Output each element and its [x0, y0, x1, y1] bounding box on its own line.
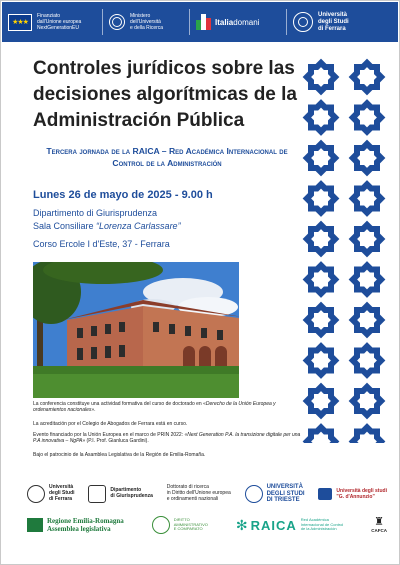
partner-logos-row-2 — [27, 510, 387, 540]
room-name: “Lorenza Carlassare” — [96, 221, 181, 231]
note-doctorate: La conferencia constituye una actividad formativa del curso de doctorado en «Derecho de la Unión Europea y ordenamientos nacionales». — [33, 401, 276, 414]
eu-label: Finanziato dall'Unione europea NextGenerationEU — [37, 12, 82, 32]
star-tile — [303, 342, 340, 379]
star-tile — [303, 180, 340, 217]
star-tile — [303, 221, 340, 258]
unife-label: Università degli Studi di Ferrara — [318, 11, 349, 32]
star-tile — [349, 261, 386, 298]
unife-footer-logo — [27, 485, 75, 503]
eu-logo — [2, 2, 102, 42]
star-tile — [349, 140, 386, 177]
doctorate-footer-label: Dottorato di ricerca in Diritto dell'Unione europea e ordinamenti nazionali — [166, 484, 231, 502]
raica-flower-icon: ✻ — [235, 516, 248, 533]
raica-logo — [236, 517, 343, 534]
republic-seal-icon — [109, 14, 125, 30]
dept-seal-icon — [88, 485, 106, 503]
star-tile — [303, 59, 340, 96]
raica-sub-label: Red Académica Internacional de Control de la Administración — [300, 516, 344, 532]
dept-footer-logo — [88, 485, 153, 503]
star-tile — [303, 99, 340, 136]
unife-seal-icon — [27, 485, 45, 503]
note-funding: Evento financiado por la Unión Europea en el marco de PRIN 2022: «Next Generation P.A. la transizione digitale per una P.A innovativa – NgPA» (P.I. Prof. Gianluca Gardini). — [33, 432, 301, 445]
note-accreditation: La acreditación por el Colegio de Abogados de Ferrara está en curso. — [33, 421, 188, 427]
dept-footer-label: Dipartimento di Giurisprudenza — [110, 487, 153, 499]
star-tile — [303, 302, 340, 339]
green-footer-label: DIRITTO AMMINISTRATIVO E COMPARATO — [173, 516, 208, 532]
logo-bar — [2, 2, 398, 42]
trieste-footer-label: UNIVERSITÀ DEGLI STUDI DI TRIESTE — [266, 484, 305, 504]
emilia-romagna-label: Regione Emilia-Romagna Assemblea legislativa — [47, 517, 124, 533]
star-tile — [349, 59, 386, 96]
star-tile — [349, 99, 386, 136]
italia-label: Italia — [215, 17, 234, 27]
event-date: Lunes 26 de mayo de 2025 - 9.00 h — [33, 189, 213, 201]
italiadomani-logo — [190, 2, 286, 42]
star-tile — [303, 261, 340, 298]
doctorate-footer-logo — [167, 485, 231, 502]
star-tile — [349, 423, 386, 443]
chieti-footer-logo — [318, 488, 387, 500]
star-tile — [349, 383, 386, 420]
star-tile — [303, 140, 340, 177]
chieti-mark-icon — [318, 488, 332, 500]
star-tile — [349, 302, 386, 339]
star-tile — [349, 221, 386, 258]
ministry-label: Ministero dell'Università e della Ricerca — [130, 12, 164, 32]
chieti-footer-label: Università degli studi "G. d'Annunzio" — [336, 488, 387, 500]
note-patronage: Bajo el patrocinio de la Asamblea Legislativa de la Región de Emilia-Romaña. — [33, 452, 206, 458]
emilia-romagna-logo — [27, 517, 124, 533]
domani-label: domani — [233, 17, 260, 27]
ministry-logo — [103, 2, 189, 42]
eu-flag-icon: ★★★ — [8, 14, 32, 31]
trieste-seal-icon — [245, 485, 263, 503]
event-department: Dipartimento di Giurisprudenza — [33, 208, 158, 218]
cafca-mark-icon: ♜ — [374, 516, 385, 528]
building-photo — [33, 262, 239, 398]
unife-seal-icon — [293, 12, 313, 32]
event-address: Corso Ercole I d'Este, 37 - Ferrara — [33, 239, 170, 249]
green-footer-logo — [152, 516, 208, 534]
event-subtitle: Tercera jornada de la RAICA – Red Académica Internacional de Control de la Administración — [46, 146, 288, 168]
trieste-footer-logo — [245, 484, 305, 504]
star-tile — [349, 342, 386, 379]
star-pattern-decoration — [299, 57, 395, 443]
cafca-logo — [371, 517, 387, 533]
star-tile — [303, 423, 340, 443]
page-title: Controles jurídicos sobre las decisiones algorítmicas de la Administración Pública — [33, 58, 297, 131]
partner-logos-row-1 — [27, 481, 387, 507]
emilia-romagna-mark-icon — [27, 518, 43, 532]
event-room — [33, 221, 181, 231]
star-tile — [303, 383, 340, 420]
raica-label: RAICA — [250, 517, 297, 533]
cafca-label: CAFCA — [371, 528, 387, 533]
room-prefix: Sala Consiliare — [33, 221, 97, 231]
star-tile — [349, 180, 386, 217]
unife-logo — [287, 2, 387, 42]
unife-footer-label: Università degli Studi di Ferrara — [49, 484, 75, 502]
tree-icon — [152, 516, 170, 534]
italia-flag-icon — [196, 14, 212, 30]
